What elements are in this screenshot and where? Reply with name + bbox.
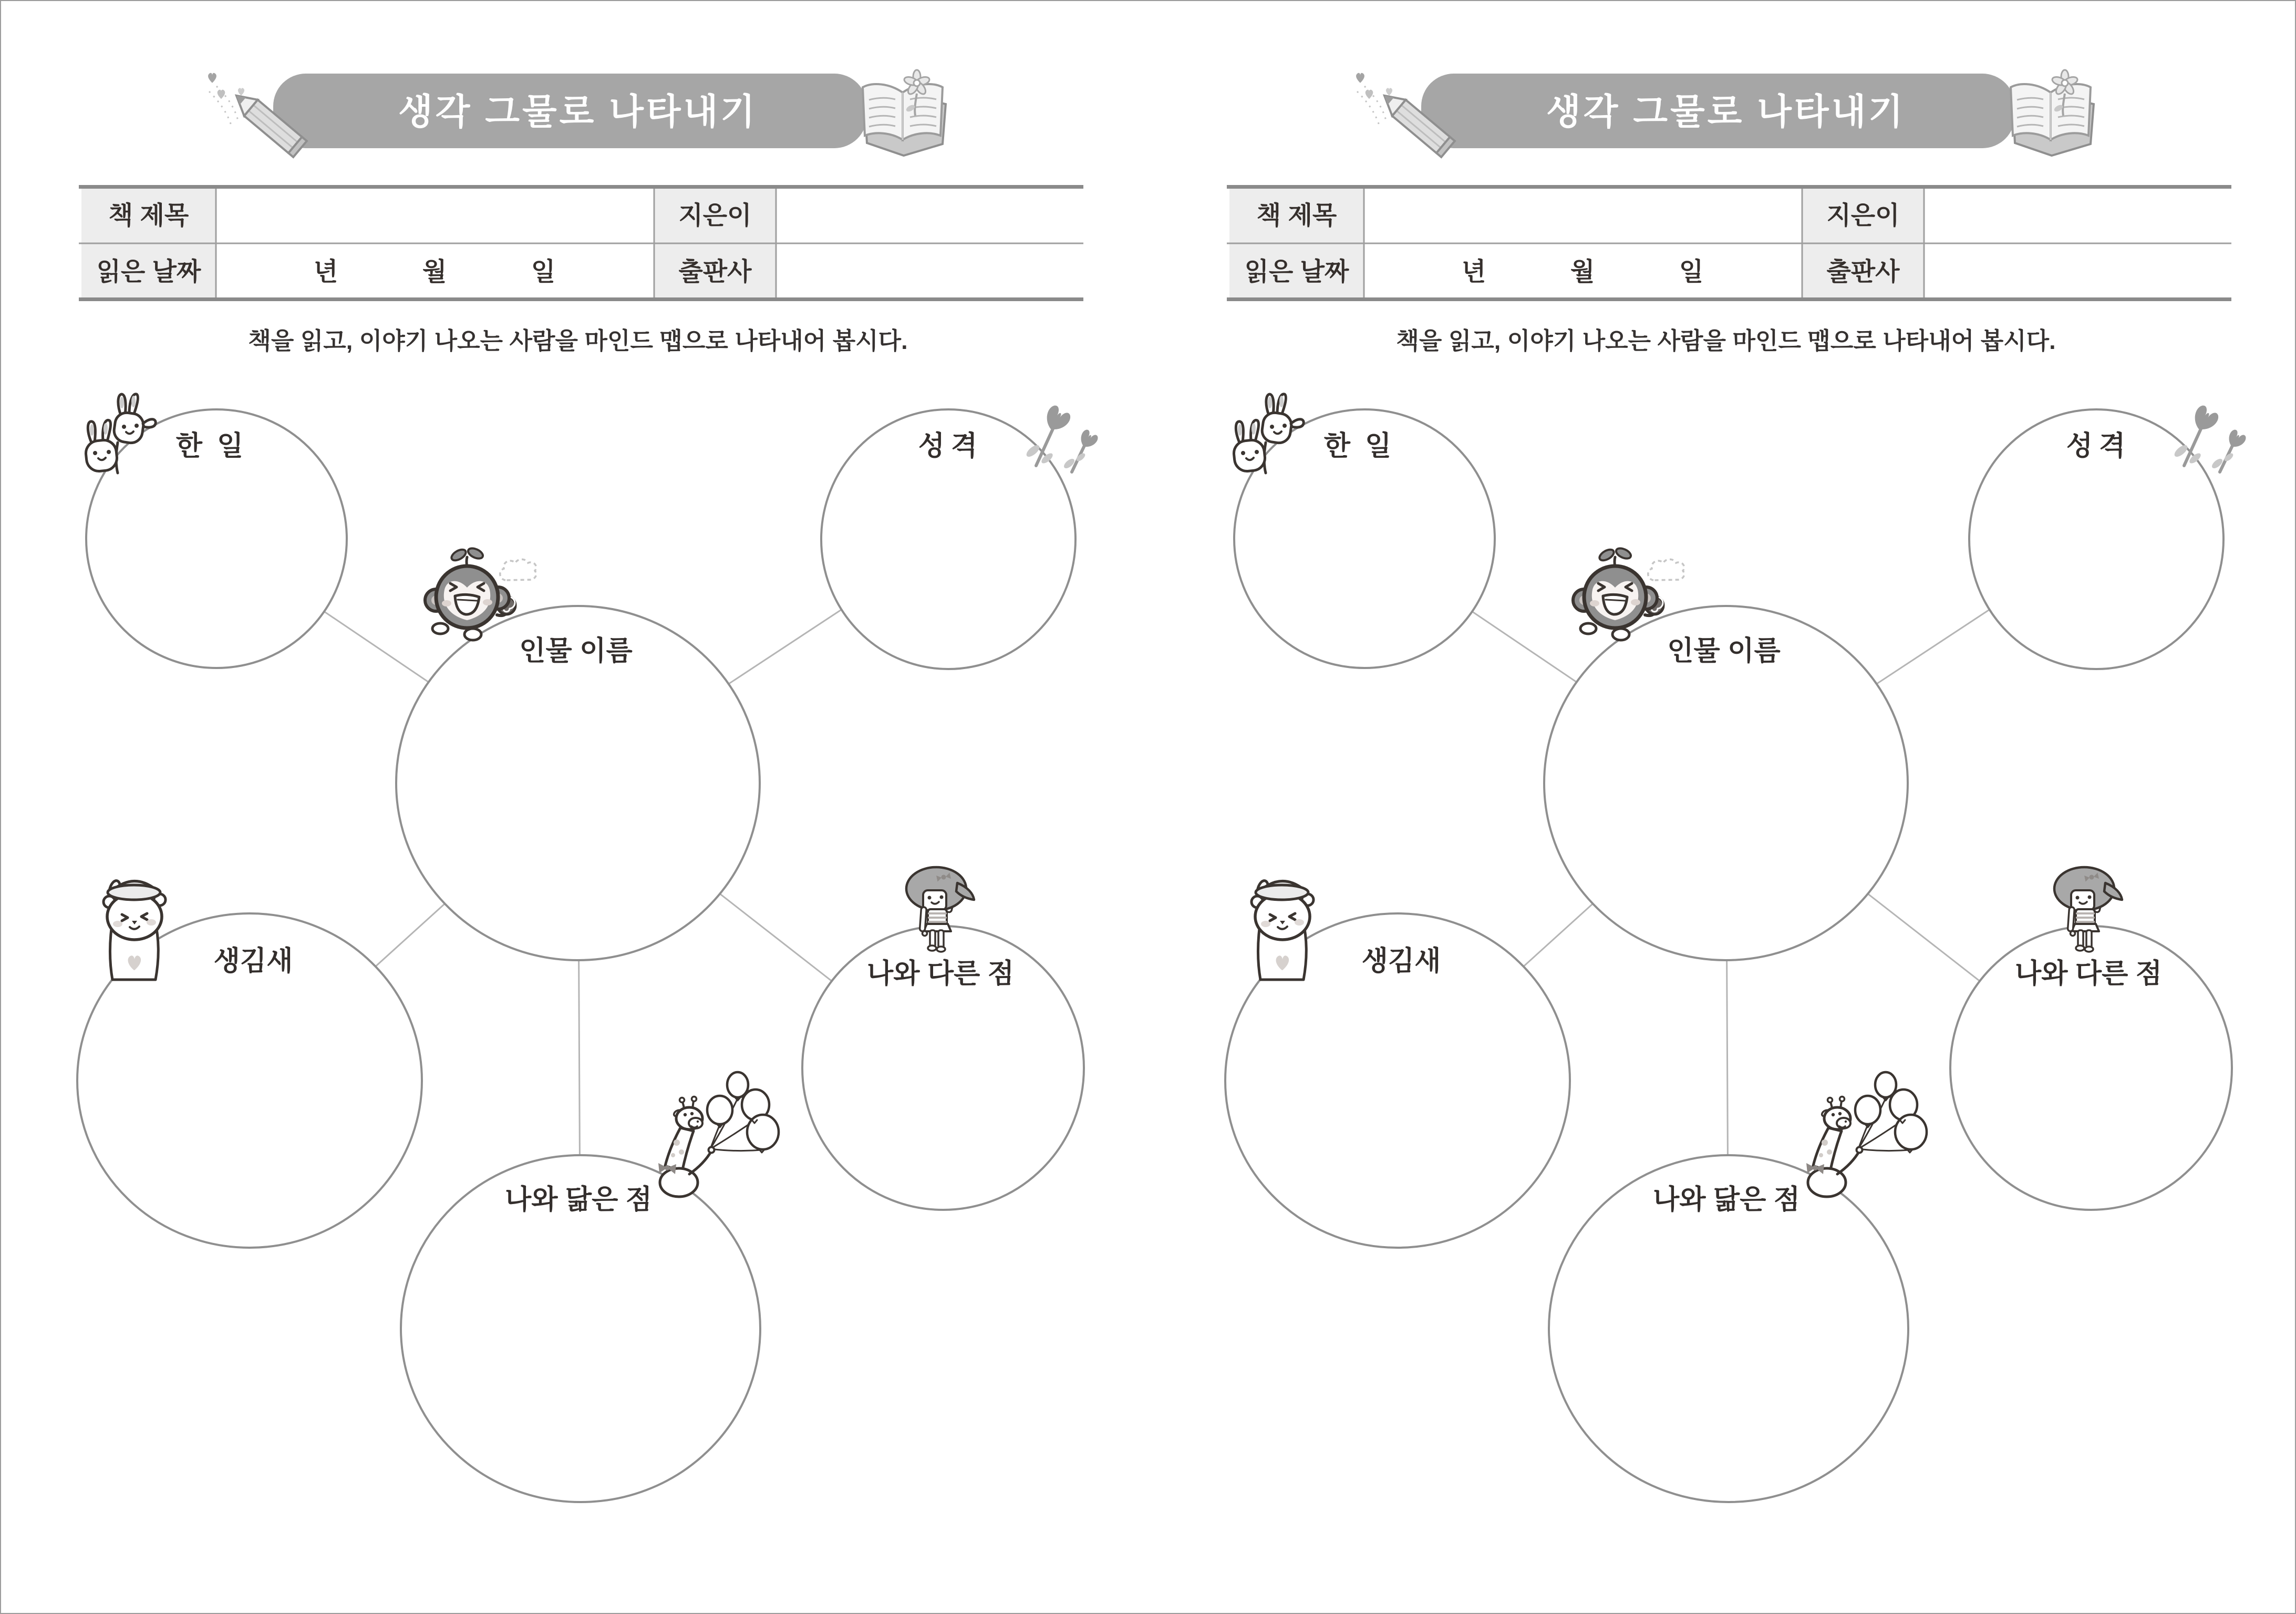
year-label: 년 bbox=[1461, 258, 1486, 286]
appearance-label: 생김새 bbox=[213, 946, 293, 976]
book-info-table bbox=[1227, 185, 2231, 301]
title-banner bbox=[273, 74, 867, 148]
deeds-label: 한일 bbox=[175, 431, 258, 461]
worksheet-page bbox=[1148, 0, 2296, 1614]
author-field[interactable] bbox=[776, 187, 1083, 243]
year-label: 년 bbox=[313, 258, 338, 286]
balloons bbox=[1855, 1072, 1927, 1153]
publisher-field[interactable] bbox=[1924, 243, 2231, 300]
page-canvas bbox=[1148, 0, 2296, 1614]
similarities-label: 나와 닮은 점 bbox=[504, 1185, 653, 1215]
month-label: 월 bbox=[422, 258, 447, 286]
instruction-text: 책을 읽고, 이야기 나오는 사람을 마인드 맵으로 나타내어 봅시다. bbox=[248, 327, 908, 354]
personality-label: 성격 bbox=[2066, 431, 2132, 461]
publisher-field[interactable] bbox=[776, 243, 1083, 300]
author-label: 지은이 bbox=[678, 202, 752, 230]
book-title-label: 책 제목 bbox=[1256, 202, 1337, 230]
publisher-label: 출판사 bbox=[1826, 258, 1900, 286]
author-field[interactable] bbox=[1924, 187, 2231, 243]
differences-label: 나와 다른 점 bbox=[2014, 959, 2163, 989]
similarities-label: 나와 닮은 점 bbox=[1652, 1185, 1801, 1215]
book-title-field[interactable] bbox=[216, 187, 654, 243]
cloud-icon bbox=[1648, 559, 1684, 580]
cloud-icon bbox=[500, 559, 536, 580]
page-title: 생각 그물로 나타내기 bbox=[398, 92, 758, 132]
giraffe-balloons-icon bbox=[658, 1072, 779, 1197]
month-label: 월 bbox=[1570, 258, 1595, 286]
book-title-label: 책 제목 bbox=[108, 202, 189, 230]
open-book-icon bbox=[863, 70, 946, 156]
publisher-label: 출판사 bbox=[678, 258, 752, 286]
sparkle-hearts bbox=[1356, 73, 1392, 99]
character-name-label: 인물 이름 bbox=[1667, 636, 1781, 666]
mind-map bbox=[77, 394, 1100, 1502]
book-title-field[interactable] bbox=[1364, 187, 1802, 243]
date-label: 읽은 날짜 bbox=[1244, 258, 1349, 286]
day-label: 일 bbox=[531, 258, 556, 286]
instruction-text: 책을 읽고, 이야기 나오는 사람을 마인드 맵으로 나타내어 봅시다. bbox=[1396, 327, 2056, 354]
book-info-table bbox=[79, 185, 1083, 301]
bear-icon bbox=[104, 881, 166, 980]
open-book-icon bbox=[2011, 70, 2094, 156]
author-label: 지은이 bbox=[1826, 202, 1900, 230]
character-name-label: 인물 이름 bbox=[519, 636, 633, 666]
balloons bbox=[707, 1072, 779, 1153]
page-title: 생각 그물로 나타내기 bbox=[1546, 92, 1906, 132]
personality-label: 성격 bbox=[918, 431, 984, 461]
sparkle-hearts bbox=[208, 73, 244, 99]
differences-label: 나와 다른 점 bbox=[866, 959, 1015, 989]
mind-map bbox=[1225, 394, 2248, 1502]
day-label: 일 bbox=[1679, 258, 1704, 286]
date-label: 읽은 날짜 bbox=[96, 258, 201, 286]
deeds-label: 한일 bbox=[1323, 431, 1406, 461]
bear-icon bbox=[1252, 881, 1314, 980]
appearance-label: 생김새 bbox=[1361, 946, 1441, 976]
title-banner bbox=[1421, 74, 2015, 148]
giraffe-balloons-icon bbox=[1806, 1072, 1927, 1197]
